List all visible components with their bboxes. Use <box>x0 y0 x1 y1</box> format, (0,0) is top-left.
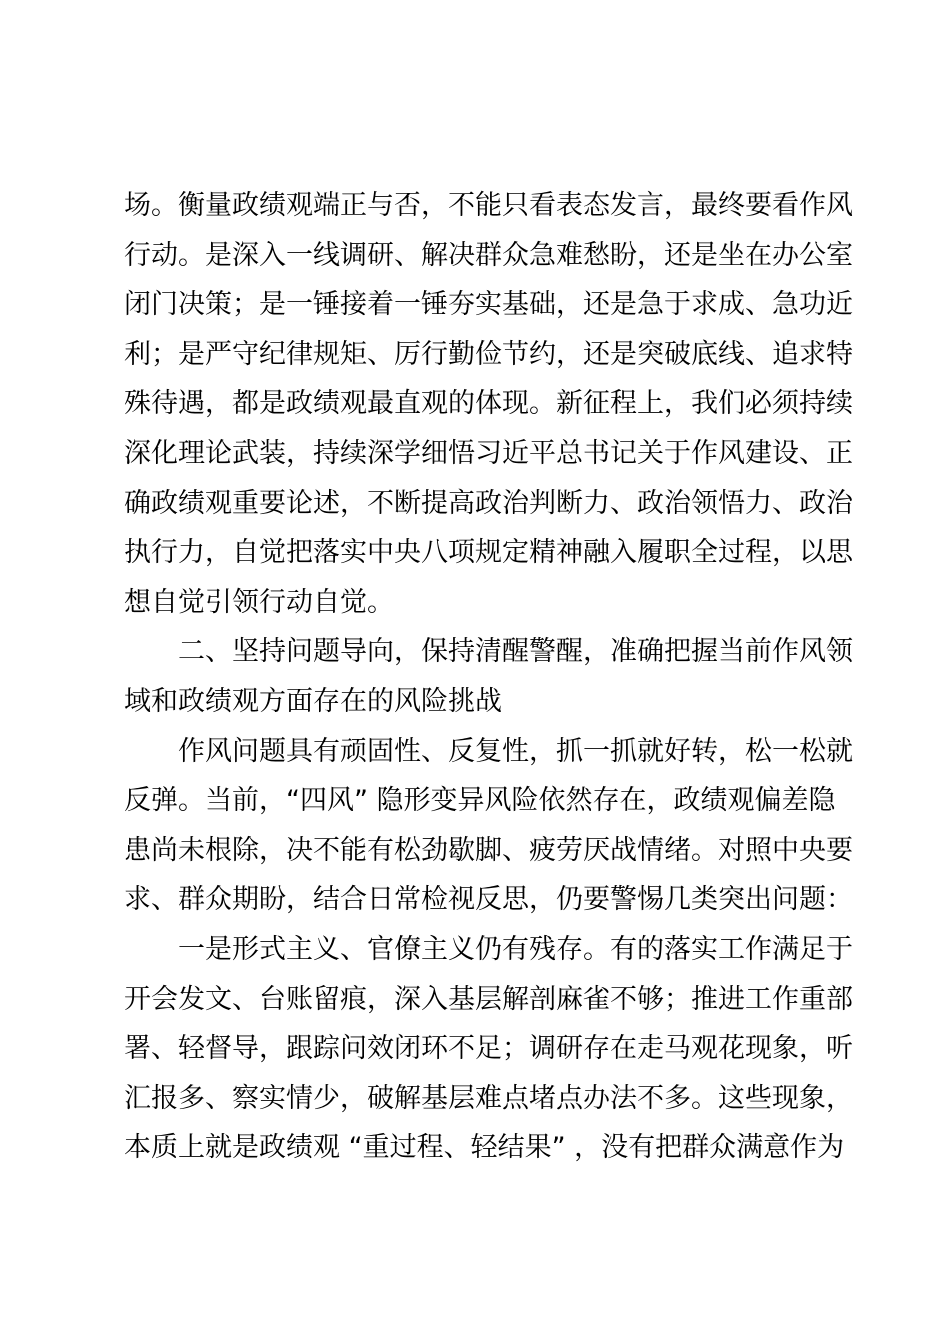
text-line: 本质上就是政绩观 “重过程、轻结果” ，没有把群众满意作为 <box>124 1132 845 1164</box>
text-line: 作风问题具有顽固性、反复性，抓一抓就好转，松一松就 <box>178 735 853 767</box>
text-line: 汇报多、察实情少，破解基层难点堵点办法不多。这些现象， <box>124 1082 853 1114</box>
text-line: 深化理论武装，持续深学细悟习近平总书记关于作风建设、正 <box>124 437 853 469</box>
section-heading <box>124 627 853 726</box>
paragraph <box>124 925 853 1173</box>
text-line: 患尚未根除，决不能有松劲歇脚、疲劳厌战情绪。对照中央要 <box>124 834 853 866</box>
heading-line: 二、坚持问题导向，保持清醒警醒，准确把握当前作风领 <box>178 636 853 668</box>
text-line: 求、群众期盼，结合日常检视反思，仍要警惕几类突出问题： <box>124 884 853 916</box>
text-line: 反弹。当前，“四风” 隐形变异风险依然存在，政绩观偏差隐 <box>124 785 836 817</box>
text-line: 一是形式主义、官僚主义仍有残存。有的落实工作满足于 <box>178 933 853 965</box>
text-line: 执行力，自觉把落实中央八项规定精神融入履职全过程，以思 <box>124 537 853 569</box>
document-body <box>124 181 853 1173</box>
text-line: 利；是严守纪律规矩、厉行勤俭节约，还是突破底线、追求特 <box>124 338 853 370</box>
text-line: 开会发文、台账留痕，深入基层解剖麻雀不够；推进工作重部 <box>124 983 853 1015</box>
text-line: 闭门决策；是一锤接着一锤夯实基础，还是急于求成、急功近 <box>124 289 853 321</box>
text-line: 殊待遇，都是政绩观最直观的体现。新征程上，我们必须持续 <box>124 388 853 420</box>
text-line: 场。衡量政绩观端正与否，不能只看表态发言，最终要看作风 <box>124 190 853 221</box>
text-line: 确政绩观重要论述，不断提高政治判断力、政治领悟力、政治 <box>124 487 853 519</box>
paragraph <box>124 727 853 925</box>
text-line: 署、轻督导，跟踪问效闭环不足；调研存在走马观花现象，听 <box>124 1033 853 1065</box>
text-line: 想自觉引领行动自觉。 <box>124 586 394 618</box>
text-line: 行动。是深入一线调研、解决群众急难愁盼，还是坐在办公室 <box>124 239 853 271</box>
paragraph-continued <box>124 181 853 627</box>
heading-line: 域和政绩观方面存在的风险挑战 <box>124 685 502 717</box>
